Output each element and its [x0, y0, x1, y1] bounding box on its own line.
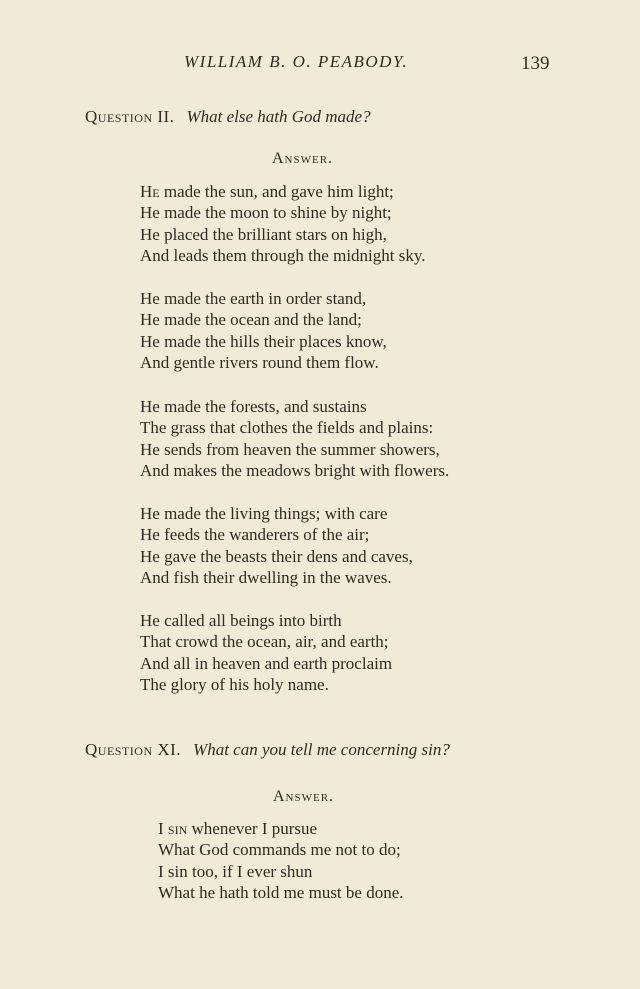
verse-line: The grass that clothes the fields and plains: [140, 418, 434, 438]
question-label: Question XI. [85, 740, 182, 759]
verse-line: The glory of his holy name. [140, 675, 329, 695]
verse-line: He made the hills their places know, [140, 331, 387, 351]
question-text: What can you tell me concerning sin? [193, 740, 450, 759]
answer-heading: Answer. [272, 150, 334, 167]
stanza-1 [140, 181, 426, 267]
verse-line: What he hath told me must be done. [158, 883, 404, 903]
verse-line: And gentle rivers round them flow. [140, 353, 379, 373]
question-ii [85, 107, 371, 127]
verse-line: He feeds the wanderers of the air; [140, 525, 370, 545]
verse-line: He called all beings into birth [140, 611, 342, 630]
stanza-4 [140, 503, 413, 589]
first-word: I sin [158, 819, 188, 838]
verse-line: I sin too, if I ever shun [158, 861, 313, 881]
answer-heading: Answer. [273, 788, 335, 805]
first-line-rest: made the sun, and gave him light; [159, 182, 394, 201]
verse-line: He made the moon to shine by night; [140, 203, 392, 223]
stanza-5 [140, 610, 392, 696]
verse-line: And all in heaven and earth proclaim [140, 653, 393, 673]
verse-line [158, 818, 404, 839]
first-word: He [140, 182, 160, 201]
verse-line: And leads them through the midnight sky. [140, 246, 426, 266]
verse-line: And makes the meadows bright with flowers. [140, 461, 450, 481]
verse-line: He made the earth in order stand, [140, 289, 367, 308]
verse-line: He made the forests, and sustains [140, 397, 367, 416]
verse-line: He gave the beasts their dens and caves, [140, 546, 413, 566]
page-number: 139 [521, 53, 550, 74]
question-label: Question II. [85, 107, 175, 126]
verse-line: He made the living things; with care [140, 504, 388, 523]
verse-line [140, 181, 426, 202]
verse-line: That crowd the ocean, air, and earth; [140, 632, 389, 652]
stanza-2 [140, 288, 387, 374]
verse-line: He placed the brilliant stars on high, [140, 224, 387, 244]
question-xi [85, 740, 450, 760]
verse-line: What God commands me not to do; [158, 840, 401, 860]
stanza-6 [158, 818, 404, 904]
verse-line: He sends from heaven the summer showers, [140, 439, 440, 459]
stanza-3 [140, 396, 449, 482]
verse-line: And fish their dwelling in the waves. [140, 568, 392, 588]
running-head: WILLIAM B. O. PEABODY. [184, 52, 409, 71]
first-line-rest: whenever I pursue [187, 819, 318, 838]
verse-line: He made the ocean and the land; [140, 310, 362, 330]
question-text: What else hath God made? [186, 107, 371, 126]
